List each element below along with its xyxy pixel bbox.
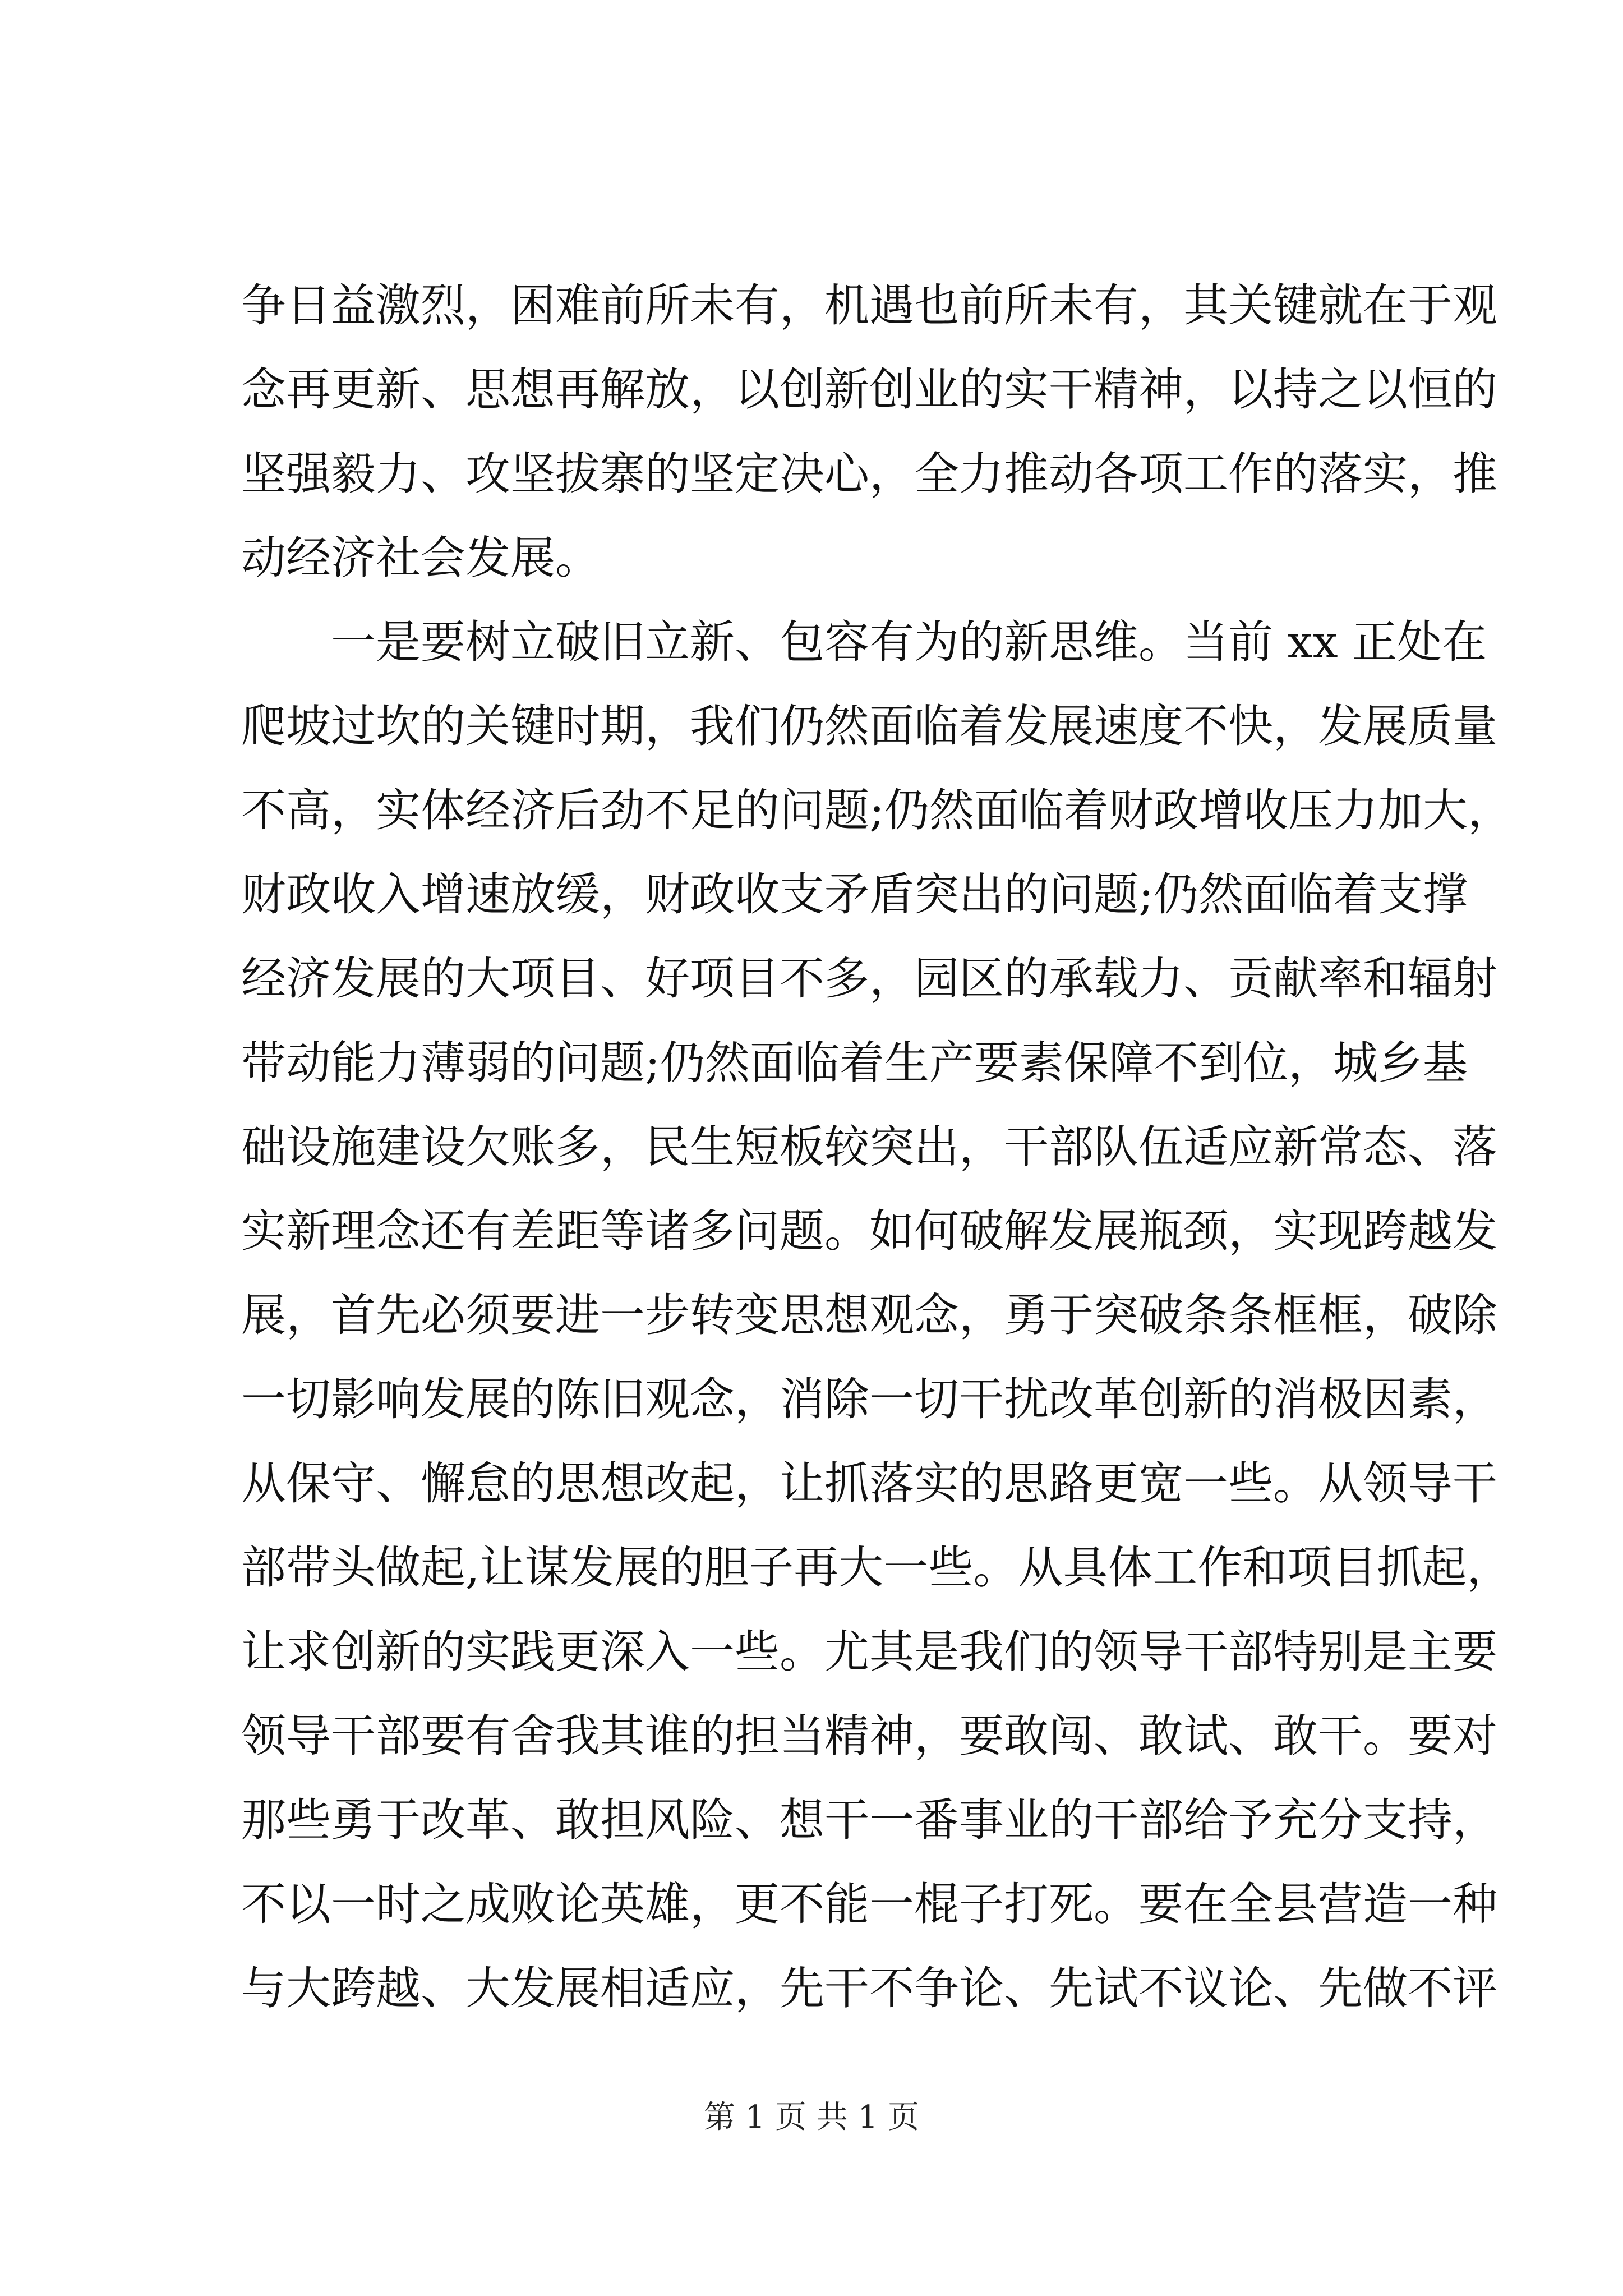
text-line: 不以一时之成败论英雄，更不能一棍子打死。要在全县营造一种 [241, 1878, 1497, 1930]
text-line: 经济发展的大项目、好项目不多，园区的承载力、贡献率和辐射 [241, 953, 1497, 1005]
text-line: 展，首先必须要进一步转变思想观念，勇于突破条条框框，破除 [241, 1289, 1497, 1341]
text-line: 坚强毅力、攻坚拔寨的坚定决心，全力推动各项工作的落实，推 [241, 448, 1497, 500]
text-line: 领导干部要有舍我其谁的担当精神，要敢闯、敢试、敢干。要对 [241, 1710, 1497, 1762]
page-footer: 第 1 页 共 1 页 [703, 2099, 920, 2136]
text-line: 那些勇于改革、敢担风险、想干一番事业的干部给予充分支持， [241, 1794, 1497, 1846]
text-line: 部带头做起,让谋发展的胆子再大一些。从具体工作和项目抓起， [241, 1542, 1512, 1594]
text-line: 爬坡过坎的关键时期，我们仍然面临着发展速度不快，发展质量 [241, 700, 1497, 752]
text-line: 财政收入增速放缓，财政收支矛盾突出的问题;仍然面临着支撑 [241, 868, 1468, 921]
text-line: 与大跨越、大发展相适应，先干不争论、先试不议论、先做不评 [241, 1962, 1497, 2014]
text-line: 带动能力薄弱的问题;仍然面临着生产要素保障不到位，城乡基 [241, 1037, 1468, 1089]
text-line: 争日益激烈，困难前所未有，机遇也前所未有，其关键就在于观 [241, 279, 1497, 332]
text-line: 础设施建设欠账多，民生短板较突出，干部队伍适应新常态、落 [241, 1121, 1497, 1173]
text-line: 让求创新的实践更深入一些。尤其是我们的领导干部特别是主要 [241, 1626, 1497, 1678]
text-line: 一切影响发展的陈旧观念，消除一切干扰改革创新的消极因素， [241, 1373, 1497, 1425]
text-line: 从保守、懈怠的思想改起，让抓落实的思路更宽一些。从领导干 [241, 1457, 1497, 1510]
text-line: 动经济社会发展。 [241, 532, 600, 584]
text-line: 念再更新、思想再解放，以创新创业的实干精神，以持之以恒的 [241, 364, 1497, 416]
text-line: 实新理念还有差距等诸多问题。如何破解发展瓶颈，实现跨越发 [241, 1205, 1497, 1257]
paragraph-first-line: 一是要树立破旧立新、包容有为的新思维。当前 xx 正处在 [331, 616, 1487, 668]
text-line: 不高，实体经济后劲不足的问题;仍然面临着财政增收压力加大， [241, 784, 1513, 836]
